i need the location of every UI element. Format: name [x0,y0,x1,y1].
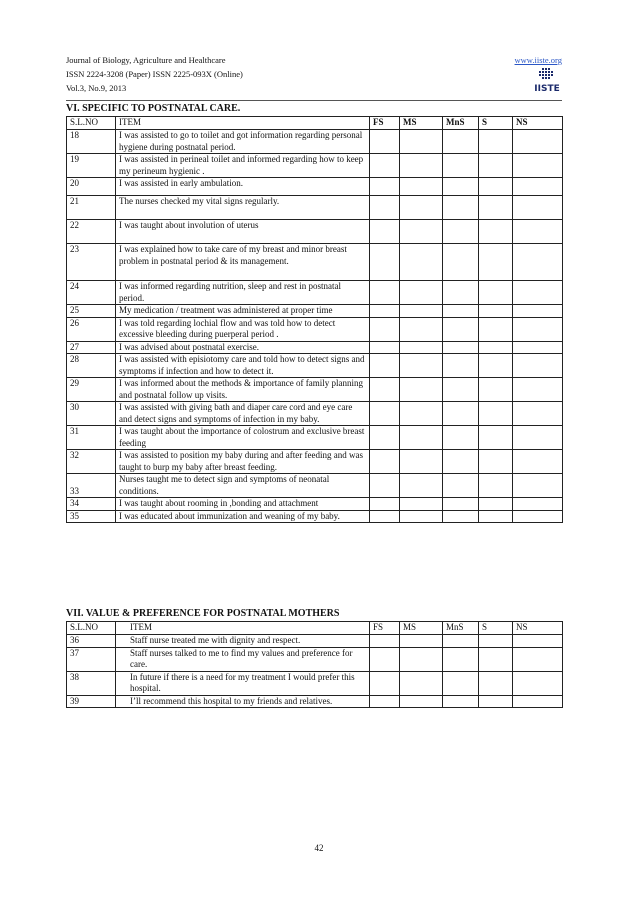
cell-ns[interactable] [513,178,563,196]
cell-ns[interactable] [513,635,563,648]
row-number: 28 [67,354,116,378]
row-item: I’ll recommend this hospital to my friends and relatives. [116,695,370,708]
col-header-s: S [479,117,513,130]
cell-ns[interactable] [513,317,563,341]
col-header-mns: MnS [443,117,479,130]
cell-s[interactable] [479,354,513,378]
cell-mns[interactable] [443,695,479,708]
header-divider [66,100,562,101]
table-row [67,178,563,196]
cell-mns[interactable] [443,402,479,426]
row-number: 25 [67,305,116,318]
cell-mns[interactable] [443,354,479,378]
cell-s[interactable] [479,178,513,196]
cell-ns[interactable] [513,647,563,671]
row-item: I was taught about involution of uterus [116,220,370,244]
cell-fs[interactable] [370,154,400,178]
row-item: In future if there is a need for my treatment I would prefer this hospital. [116,671,370,695]
row-number: 39 [67,695,116,708]
cell-mns[interactable] [443,154,479,178]
cell-ns[interactable] [513,402,563,426]
row-number: 30 [67,402,116,426]
cell-ns[interactable] [513,244,563,281]
cell-ns[interactable] [513,426,563,450]
cell-ms[interactable] [400,671,443,695]
section-value-preference [66,608,562,708]
cell-ms[interactable] [400,130,443,154]
section-title: VI. SPECIFIC TO POSTNATAL CARE. [66,103,241,114]
table-row [67,450,563,474]
row-item: I was taught about rooming in ,bonding and attachment [116,498,370,511]
cell-ns[interactable] [513,281,563,305]
cell-ns[interactable] [513,450,563,474]
cell-ns[interactable] [513,354,563,378]
row-item: I was informed about the methods & importance of family planning and postnatal follow up visits. [116,378,370,402]
table-row [67,635,563,648]
row-number: 26 [67,317,116,341]
section-title: VII. VALUE & PREFERENCE FOR POSTNATAL MOTHERS [66,608,340,619]
cell-mns[interactable] [443,220,479,244]
row-number: 35 [67,510,116,523]
row-item: Staff nurse treated me with dignity and respect. [116,635,370,648]
cell-s[interactable] [479,244,513,281]
cell-mns[interactable] [443,244,479,281]
cell-ns[interactable] [513,196,563,220]
cell-mns[interactable] [443,635,479,648]
cell-ns[interactable] [513,498,563,511]
cell-ms[interactable] [400,635,443,648]
cell-ms[interactable] [400,378,443,402]
page-header [66,53,562,95]
cell-mns[interactable] [443,196,479,220]
row-number: 36 [67,635,116,648]
cell-fs[interactable] [370,341,400,354]
cell-ns[interactable] [513,671,563,695]
row-number: 33 [67,474,116,498]
table-header-row [67,117,563,130]
table-row [67,695,563,708]
iiste-logo [532,67,562,95]
cell-ms[interactable] [400,341,443,354]
col-header-ns: NS [513,117,563,130]
cell-ms[interactable] [400,317,443,341]
cell-s[interactable] [479,510,513,523]
row-item: I was assisted to position my baby during and after feeding and was taught to burp my baby after breast feeding. [116,450,370,474]
volume-line: Vol.3, No.9, 2013 [66,83,127,93]
cell-ns[interactable] [513,341,563,354]
cell-fs[interactable] [370,671,400,695]
cell-fs[interactable] [370,450,400,474]
col-header-slno: S.L.NO [67,622,116,635]
table-row [67,474,563,498]
cell-mns[interactable] [443,671,479,695]
cell-mns[interactable] [443,426,479,450]
cell-s[interactable] [479,695,513,708]
section-postnatal-care [66,103,562,523]
cell-s[interactable] [479,281,513,305]
row-number: 20 [67,178,116,196]
cell-s[interactable] [479,341,513,354]
table-row [67,510,563,523]
cell-ms[interactable] [400,402,443,426]
issn-line: ISSN 2224-3208 (Paper) ISSN 2225-093X (Online) [66,69,243,79]
journal-name: Journal of Biology, Agriculture and Healthcare [66,55,226,65]
cell-s[interactable] [479,474,513,498]
row-number: 27 [67,341,116,354]
cell-ns[interactable] [513,130,563,154]
cell-fs[interactable] [370,130,400,154]
row-number: 19 [67,154,116,178]
cell-ns[interactable] [513,510,563,523]
cell-ns[interactable] [513,378,563,402]
cell-fs[interactable] [370,378,400,402]
cell-fs[interactable] [370,647,400,671]
table-row [67,341,563,354]
col-header-s: S [479,622,513,635]
cell-ms[interactable] [400,281,443,305]
cell-mns[interactable] [443,178,479,196]
cell-fs[interactable] [370,402,400,426]
table-row [67,498,563,511]
col-header-ms: MS [400,117,443,130]
postnatal-care-table [66,116,563,523]
cell-mns[interactable] [443,341,479,354]
cell-ns[interactable] [513,305,563,318]
cell-s[interactable] [479,220,513,244]
table-row [67,130,563,154]
cell-ms[interactable] [400,450,443,474]
cell-fs[interactable] [370,196,400,220]
cell-s[interactable] [479,450,513,474]
cell-fs[interactable] [370,281,400,305]
cell-ms[interactable] [400,178,443,196]
cell-ms[interactable] [400,474,443,498]
col-header-item: ITEM [116,117,370,130]
cell-s[interactable] [479,647,513,671]
table-row [67,281,563,305]
cell-ms[interactable] [400,354,443,378]
row-item: I was educated about immunization and weaning of my baby. [116,510,370,523]
logo-text: IISTE [534,84,560,94]
col-header-fs: FS [370,117,400,130]
cell-s[interactable] [479,130,513,154]
cell-mns[interactable] [443,305,479,318]
cell-ms[interactable] [400,220,443,244]
table-row [67,317,563,341]
table-row [67,647,563,671]
cell-fs[interactable] [370,695,400,708]
value-preference-table [66,621,563,708]
cell-mns[interactable] [443,378,479,402]
page-number: 42 [314,843,324,853]
cell-mns[interactable] [443,647,479,671]
cell-ms[interactable] [400,305,443,318]
col-header-slno: S.L.NO [67,117,116,130]
row-number: 23 [67,244,116,281]
cell-s[interactable] [479,671,513,695]
cell-mns[interactable] [443,281,479,305]
row-item: The nurses checked my vital signs regularly. [116,196,370,220]
row-number: 37 [67,647,116,671]
cell-fs[interactable] [370,498,400,511]
row-number: 31 [67,426,116,450]
row-item: My medication / treatment was administered at proper time [116,305,370,318]
cell-ns[interactable] [513,695,563,708]
cell-s[interactable] [479,378,513,402]
col-header-fs: FS [370,622,400,635]
cell-ms[interactable] [400,647,443,671]
col-header-mns: MnS [443,622,479,635]
cell-mns[interactable] [443,130,479,154]
row-item: I was assisted to go to toilet and got information regarding personal hygiene during postnatal period. [116,130,370,154]
row-number: 21 [67,196,116,220]
cell-fs[interactable] [370,426,400,450]
cell-ms[interactable] [400,695,443,708]
table-row [67,220,563,244]
row-item: I was assisted with giving bath and diaper care cord and eye care and detect signs and symptoms of infection in my baby. [116,402,370,426]
cell-fs[interactable] [370,317,400,341]
row-item: I was taught about the importance of colostrum and exclusive breast feeding [116,426,370,450]
cell-fs[interactable] [370,635,400,648]
cell-mns[interactable] [443,474,479,498]
cell-fs[interactable] [370,244,400,281]
row-item: I was assisted with episiotomy care and told how to detect signs and symptoms if infection and how to detect it. [116,354,370,378]
cell-mns[interactable] [443,498,479,511]
table-row [67,378,563,402]
cell-fs[interactable] [370,178,400,196]
row-item: I was told regarding lochial flow and was told how to detect excessive bleeding during puerperal period . [116,317,370,341]
col-header-item: ITEM [116,622,370,635]
cell-s[interactable] [479,402,513,426]
col-header-ms: MS [400,622,443,635]
cell-s[interactable] [479,317,513,341]
cell-ms[interactable] [400,510,443,523]
row-number: 29 [67,378,116,402]
table-row [67,426,563,450]
row-item: Staff nurses talked to me to find my values and preference for care. [116,647,370,671]
cell-mns[interactable] [443,317,479,341]
table-header-row [67,622,563,635]
table-row [67,154,563,178]
cell-fs[interactable] [370,474,400,498]
table-row [67,244,563,281]
row-number: 22 [67,220,116,244]
cell-s[interactable] [479,426,513,450]
journal-url-link[interactable]: www.iiste.org [514,55,562,65]
cell-fs[interactable] [370,510,400,523]
col-header-ns: NS [513,622,563,635]
row-number: 38 [67,671,116,695]
row-number: 34 [67,498,116,511]
row-item: I was explained how to take care of my breast and minor breast problem in postnatal period & its management. [116,244,370,281]
table-row [67,305,563,318]
cell-ms[interactable] [400,196,443,220]
cell-ns[interactable] [513,474,563,498]
row-number: 24 [67,281,116,305]
table-row [67,402,563,426]
cell-fs[interactable] [370,354,400,378]
cell-ms[interactable] [400,154,443,178]
cell-ms[interactable] [400,498,443,511]
cell-fs[interactable] [370,220,400,244]
row-item: I was assisted in early ambulation. [116,178,370,196]
cell-s[interactable] [479,635,513,648]
row-number: 32 [67,450,116,474]
row-number: 18 [67,130,116,154]
cell-ms[interactable] [400,426,443,450]
cell-ns[interactable] [513,154,563,178]
cell-s[interactable] [479,305,513,318]
row-item: I was assisted in perineal toilet and informed regarding how to keep my perineum hygienic . [116,154,370,178]
cell-mns[interactable] [443,450,479,474]
table-row [67,354,563,378]
table-row [67,196,563,220]
cell-mns[interactable] [443,510,479,523]
cell-ms[interactable] [400,244,443,281]
row-item: I was advised about postnatal exercise. [116,341,370,354]
row-item: Nurses taught me to detect sign and symptoms of neonatal conditions. [116,474,370,498]
cell-s[interactable] [479,154,513,178]
row-item: I was informed regarding nutrition, sleep and rest in postnatal period. [116,281,370,305]
cell-s[interactable] [479,196,513,220]
cell-s[interactable] [479,498,513,511]
table-row [67,671,563,695]
cell-ns[interactable] [513,220,563,244]
cell-fs[interactable] [370,305,400,318]
